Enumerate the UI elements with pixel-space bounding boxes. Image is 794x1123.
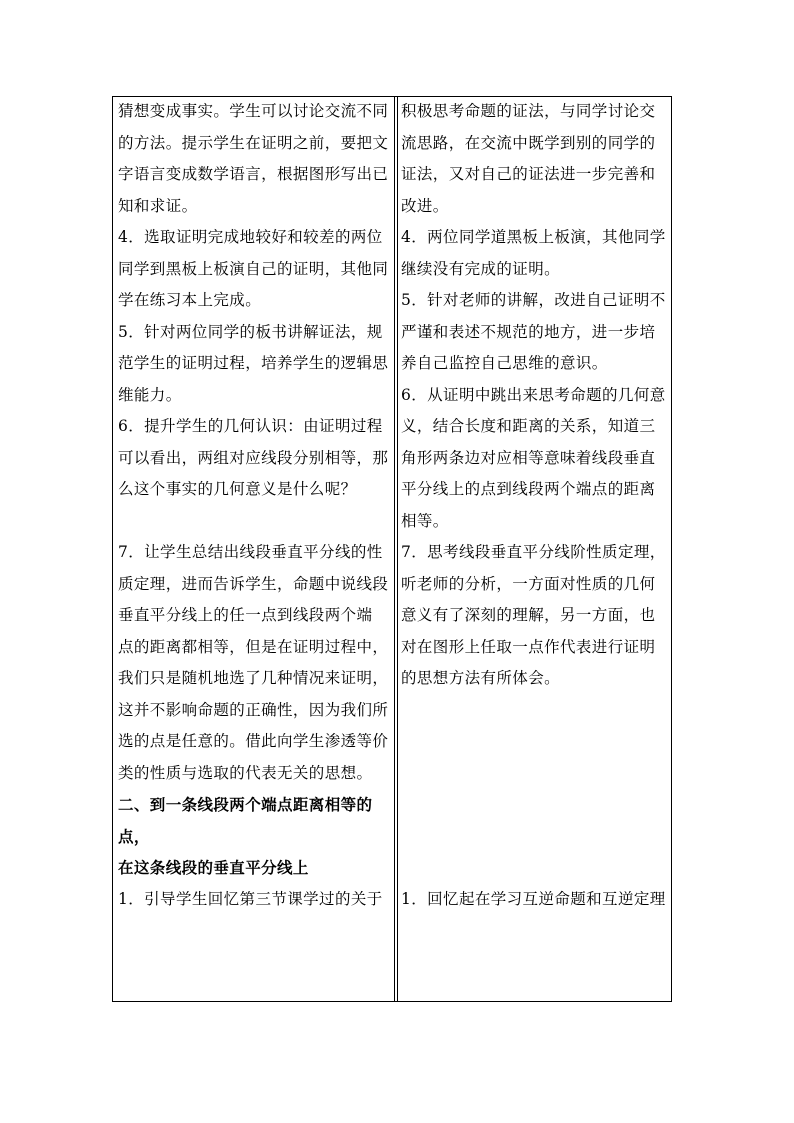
student-paragraph-3: 5．针对老师的讲解，改进自己证明不 严谨和表述不规范的地方，进一步培 养自己监控自己思维的意识。 [401,291,666,372]
student-activity-column [401,96,667,1002]
student-paragraph-4: 6．从证明中跳出来思考命题的几何意 义，结合长度和距离的关系，知道三 角形两条边对应相等意味着线段垂直 平分线上的点到线段两个端点的距离 相等。 [401,385,666,530]
teacher-paragraph-5: 7．让学生总结出线段垂直平分线的性 质定理，进而告诉学生，命题中说线段 垂直平分线上的任一点到线段两个端 点的距离都相等，但是在证明过程中， 我们只是随机地选了几种情况来证明， 这并不影响命题的正确性，因为我们所 选的点是任意的。借此向学生渗透等价 类的性质与选取的代表无关的思想。 [118,543,389,782]
teacher-paragraph-3: 5．针对两位同学的板书讲解证法，规 范学生的证明过程，培养学生的逻辑思 维能力。 [118,322,389,404]
teacher-activity-column [118,96,390,1002]
teacher-paragraph-2: 4．选取证明完成地较好和较差的两位 同学到黑板上板演自己的证明，其他同 学在练习本上完成。 [118,228,389,309]
student-paragraph-6: 1．回忆起在学习互逆命题和互逆定理 [401,889,666,908]
student-paragraph-2: 4．两位同学道黑板上板演，其他同学 继续没有完成的证明。 [401,228,666,278]
column-divider-inner [397,96,398,1002]
teacher-paragraph-7: 1．引导学生回忆第三节课学过的关于 [118,889,383,908]
student-paragraph-5: 7．思考线段垂直平分线阶性质定理， 听老师的分析，一方面对性质的几何 意义有了深刻的理解，另一方面，也 对在图形上任取一点作代表进行证明 的思想方法有所体会。 [401,543,666,687]
column-divider [394,96,395,1002]
student-paragraph-1: 积极思考命题的证法，与同学讨论交 流思路，在交流中既学到别的同学的 证法，又对自己的证法进一步完善和 改进。 [401,102,656,215]
teacher-paragraph-6: 二、到一条线段两个端点距离相等的点， 在这条线段的垂直平分线上 [118,795,373,877]
teacher-paragraph-4: 6．提升学生的几何认识：由证明过程 可以看出，两组对应线段分别相等，那 么这个事实的几何意义是什么呢？ [118,417,389,498]
teacher-paragraph-1: 猜想变成事实。学生可以讨论交流不同 的方法。提示学生在证明之前，要把文 字语言变成数学语言，根据图形写出已 知和求证。 [118,102,389,215]
